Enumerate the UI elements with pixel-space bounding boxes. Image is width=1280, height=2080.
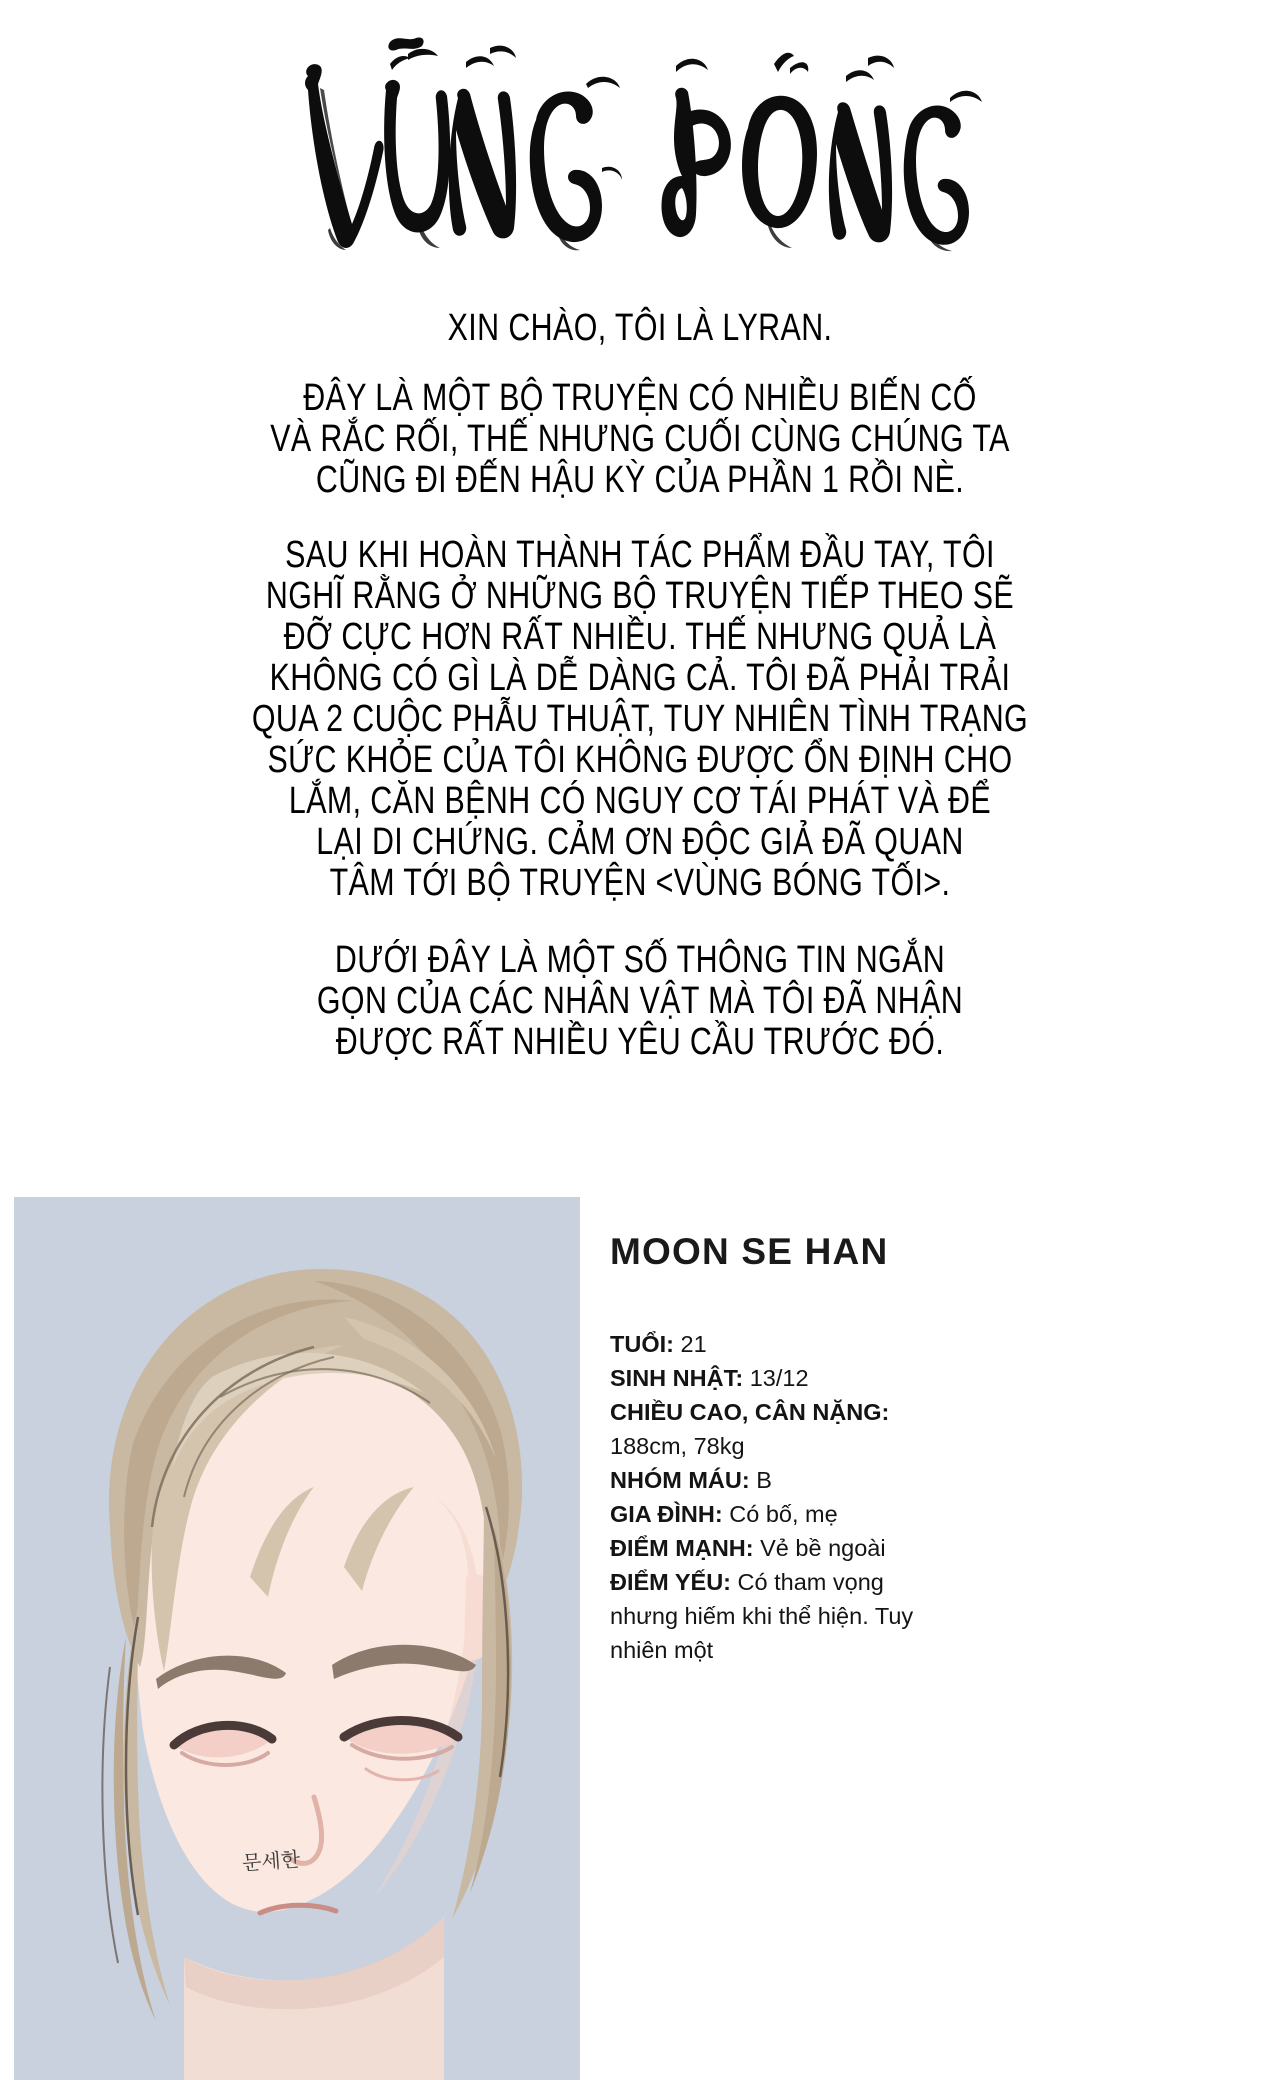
stat-value-family: Có bố, mẹ xyxy=(729,1501,838,1527)
stat-row-family xyxy=(610,1497,940,1531)
stat-label-age: TUỔI: xyxy=(610,1331,674,1357)
stat-value-strength: Vẻ bề ngoài xyxy=(760,1535,886,1561)
paragraph-2-line-7: LẮM, CĂN BỆNH CÓ NGUY CƠ TÁI PHÁT VÀ ĐỂ xyxy=(288,780,992,822)
paragraph-3-line-1: DƯỚI ĐÂY LÀ MỘT SỐ THÔNG TIN NGẮN xyxy=(334,939,946,981)
stat-row-age xyxy=(610,1327,940,1361)
story-title-banner xyxy=(0,18,1280,268)
spacer xyxy=(0,904,1280,940)
stat-row-height-weight xyxy=(610,1395,940,1463)
paragraph-1-line-3: CŨNG ĐI ĐẾN HẬU KỲ CỦA PHẦN 1 RỒI NÈ. xyxy=(315,459,965,501)
stat-value-weakness: Có tham vọng nhưng hiếm khi thể hiện. Tuy nhiên một xyxy=(610,1569,914,1663)
greeting-paragraph xyxy=(0,300,1280,356)
paragraph-2 xyxy=(0,535,1280,904)
paragraph-3-line-3: ĐƯỢC RẤT NHIỀU YÊU CẦU TRƯỚC ĐÓ. xyxy=(335,1021,945,1063)
paragraph-2-line-9: TÂM TỚI BỘ TRUYỆN <VÙNG BÓNG TỐI>. xyxy=(329,862,951,904)
paragraph-2-line-4: KHÔNG CÓ GÌ LÀ DỄ DÀNG CẢ. TÔI ĐÃ PHẢI TRẢI xyxy=(269,657,1011,699)
paragraph-2-line-5: QUA 2 CUỘC PHẪU THUẬT, TUY NHIÊN TÌNH TRẠNG xyxy=(251,698,1029,740)
greeting-line-1: XIN CHÀO, TÔI LÀ LYRAN. xyxy=(447,307,833,349)
paragraph-1 xyxy=(0,378,1280,501)
stat-row-weakness xyxy=(610,1565,940,1667)
author-note xyxy=(0,300,1280,1063)
story-title-artwork xyxy=(290,28,990,258)
character-portrait xyxy=(14,1197,580,2080)
character-details xyxy=(580,1187,1280,2070)
stat-value-blood-type: B xyxy=(756,1467,772,1493)
character-name: MOON SE HAN xyxy=(610,1231,889,1272)
stat-label-weakness: ĐIỂM YẾU: xyxy=(610,1569,731,1595)
stat-label-strength: ĐIỂM MẠNH: xyxy=(610,1535,754,1561)
character-portrait-illustration xyxy=(14,1197,580,2080)
paragraph-1-line-1: ĐÂY LÀ MỘT BỘ TRUYỆN CÓ NHIỀU BIẾN CỐ xyxy=(303,377,977,419)
stat-row-blood-type xyxy=(610,1463,940,1497)
spacer xyxy=(0,501,1280,535)
stat-label-family: GIA ĐÌNH: xyxy=(610,1501,723,1527)
paragraph-2-line-2: NGHĨ RẰNG Ở NHỮNG BỘ TRUYỆN TIẾP THEO SẼ xyxy=(265,575,1015,617)
stat-label-birthday: SINH NHẬT: xyxy=(610,1365,744,1391)
stat-row-strength xyxy=(610,1531,940,1565)
stat-value-birthday: 13/12 xyxy=(749,1365,809,1391)
portrait-signature: 문세한 xyxy=(241,1848,301,1875)
stat-label-blood-type: NHÓM MÁU: xyxy=(610,1467,750,1493)
spacer xyxy=(0,356,1280,378)
stat-value-height-weight: 188cm, 78kg xyxy=(610,1433,745,1459)
paragraph-3-line-2: GỌN CỦA CÁC NHÂN VẬT MÀ TÔI ĐÃ NHẬN xyxy=(316,980,964,1022)
paragraph-2-line-8: LẠI DI CHỨNG. CẢM ƠN ĐỘC GIẢ ĐÃ QUAN xyxy=(316,821,964,863)
stat-label-height-weight: CHIỀU CAO, CÂN NẶNG: xyxy=(610,1399,890,1425)
paragraph-3 xyxy=(0,940,1280,1063)
paragraph-1-line-2: VÀ RẮC RỐI, THẾ NHƯNG CUỐI CÙNG CHÚNG TA xyxy=(270,418,1010,460)
character-profile-card xyxy=(0,1187,1280,2070)
paragraph-2-line-1: SAU KHI HOÀN THÀNH TÁC PHẨM ĐẦU TAY, TÔI xyxy=(285,534,995,576)
paragraph-2-line-3: ĐỠ CỰC HƠN RẤT NHIỀU. THẾ NHƯNG QUẢ LÀ xyxy=(283,616,997,658)
stat-row-birthday xyxy=(610,1361,940,1395)
paragraph-2-line-6: SỨC KHỎE CỦA TÔI KHÔNG ĐƯỢC ỔN ĐỊNH CHO xyxy=(267,739,1013,781)
stat-value-age: 21 xyxy=(680,1331,707,1357)
